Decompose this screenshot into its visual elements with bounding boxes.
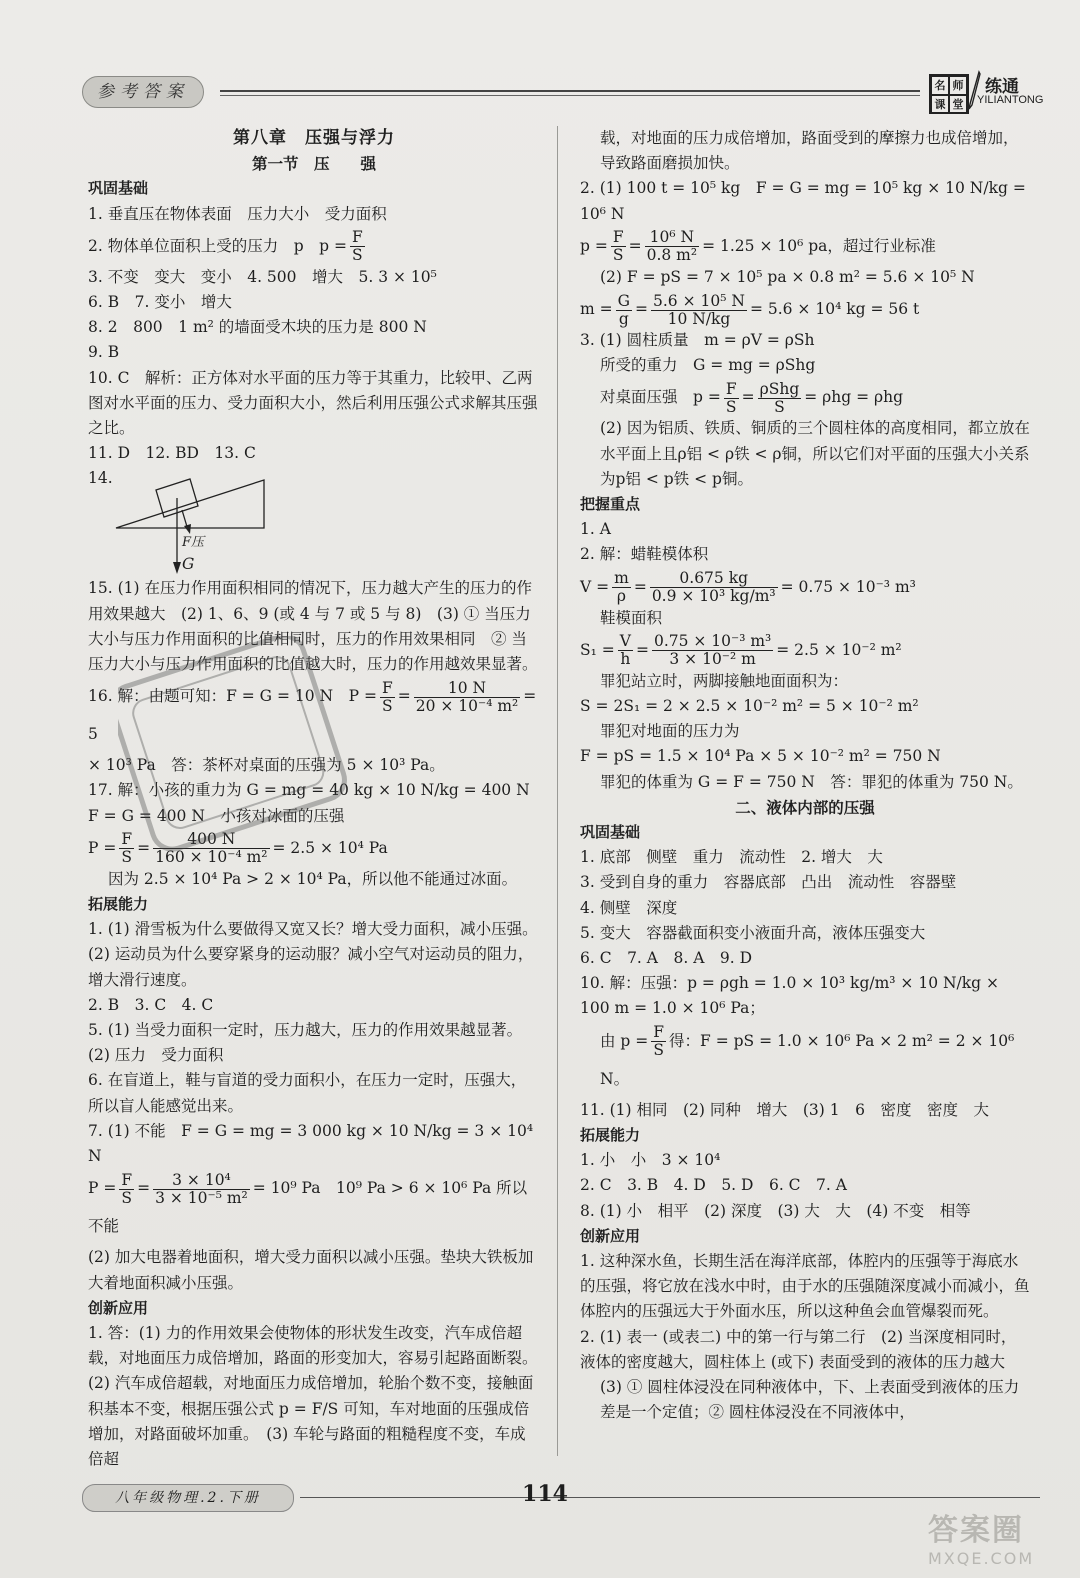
answer-line: 2. (1) 100 t = 10⁵ kg F = G = mg = 10⁵ kg × 10 N/kg = 10⁶ N <box>580 179 1026 223</box>
section-heading: 创新应用 <box>88 1298 149 1317</box>
numerator: G <box>617 291 631 310</box>
numerator: 3 × 10⁴ <box>153 1172 250 1190</box>
answer-line: 6. C 7. A 8. A 9. D <box>580 949 753 968</box>
watermark-url: MXQE.COM <box>928 1549 1035 1568</box>
fraction <box>612 570 631 605</box>
force-label: F压 <box>182 535 205 551</box>
numerator: F <box>725 379 737 398</box>
answer-line: 因为 2.5 × 10⁴ Pa > 2 × 10⁴ Pa，所以他不能通过冰面。 <box>108 869 518 888</box>
denominator: S <box>121 1188 133 1207</box>
denominator: S <box>725 397 737 416</box>
denominator: ρ <box>616 587 627 606</box>
answer-line: P = $\frac{F}{S}$ = $\frac{400 N}{\text{160 × 10⁻⁴ m²}}$ = 2.5 × 10⁴ Pa <box>88 830 388 867</box>
numerator: 10⁶ N <box>645 229 700 247</box>
answer-text: S₁ = <box>580 640 615 659</box>
answer-line: S₁ = $\frac{V}{h}$ = $\frac{\text{0.75 × 10⁻³ m³}}{\text{3 × 10⁻² m}}$ = 2.5 × 10⁻² m² <box>580 632 902 669</box>
answer-line: 10. 解：压强：p = ρgh = 1.0 × 10³ kg/m³ × 10 N/kg × 100 m = 1.0 × 10⁶ Pa； <box>580 974 1000 1018</box>
answer-line: 罪犯对地面的压力为 <box>600 722 740 741</box>
section-heading: 巩固基础 <box>580 823 641 842</box>
fraction <box>119 1172 134 1207</box>
answer-line <box>580 1022 1030 1098</box>
answer-line: 5. 变大 容器截面积变小液面升高，液体压强变大 <box>580 923 926 942</box>
answer-text: = 1.25 × 10⁶ pa，超过行业标准 <box>702 236 936 255</box>
section-heading: 把握重点 <box>580 495 641 514</box>
fraction <box>650 570 778 605</box>
answer-text: V = <box>580 577 610 596</box>
force-diagram <box>114 470 314 580</box>
fraction <box>652 633 773 668</box>
answer-line: × 10³ Pa 答：茶杯对桌面的压强为 5 × 10³ Pa。 <box>88 756 445 775</box>
answer-line: 2. (1) 表一 (或表二) 中的第一行与第二行 (2) 当深度相同时，液体的密度越大，圆柱体上 (或下) 表面受到的液体的压力越大 <box>580 1327 1017 1371</box>
numerator: F <box>351 228 363 247</box>
answer-line: 8. 2 800 1 m² 的墙面受木块的压力是 800 N <box>88 318 427 337</box>
answer-line: (2) 因为铝质、铁质、铜质的三个圆柱体的高度相同，都立放在水平面上且ρ铝 < ρ铁 < ρ铜，所以它们对平面的压强大小关系为p铝 < p铁 < p铜。 <box>600 419 1030 488</box>
right-column <box>580 126 1030 1425</box>
answer-text: P = <box>88 838 117 857</box>
watermark-logo <box>928 1505 1068 1575</box>
answer-line: 6. B 7. 变小 增大 <box>88 293 232 312</box>
answer-line: 2. 解：蜡鞋模体积 <box>580 545 709 564</box>
fraction <box>651 1024 666 1059</box>
logo-cell: 堂 <box>949 95 967 114</box>
answer-line: 4. 侧壁 深度 <box>580 898 678 917</box>
section-title: 第一节 压 强 <box>251 154 376 174</box>
answer-key-badge: 参考答案 <box>82 76 204 108</box>
answer-line: 罪犯的体重为 G = F = 750 N 答：罪犯的体重为 750 N。 <box>600 772 1023 791</box>
answer-line: 3. (1) 圆柱质量 m = ρV = ρSh <box>580 331 815 350</box>
fraction <box>414 680 521 715</box>
answer-line: 9. B <box>88 343 120 362</box>
denominator: S <box>352 246 363 265</box>
answer-line: 3. 不变 变大 变小 4. 500 增大 5. 3 × 10⁵ <box>88 267 437 286</box>
answer-text: 2. 物体单位面积上受的压力 p p = <box>88 236 347 255</box>
logo-cell: 名 <box>931 76 949 95</box>
logo-cell: 师 <box>949 76 967 95</box>
answer-text: = 10⁹ Pa 10⁹ Pa > 6 × 10⁶ Pa 所以不能 <box>88 1179 528 1236</box>
answer-line: 2. C 3. B 4. D 5. D 6. C 7. A <box>580 1176 847 1195</box>
denominator: 3 × 10⁻⁵ m² <box>155 1188 248 1207</box>
watermark-text: 答案圈 <box>928 1513 1024 1548</box>
answer-text: = 2.5 × 10⁴ Pa <box>272 838 388 857</box>
denominator: 0.8 m² <box>646 246 698 265</box>
answer-line: (2) 加大电器着地面积，增大受力面积以减小压强。垫块大铁板加大着地面积减小压强。 <box>88 1248 534 1292</box>
answer-line: p = $\frac{F}{S}$ = $\frac{\text{10⁶ N}}{\text{0.8 m²}}$ = 1.25 × 10⁶ pa，超过行业标准 <box>580 228 936 265</box>
denominator: S <box>653 1041 664 1060</box>
fraction <box>724 381 739 416</box>
numerator: F <box>121 830 133 849</box>
answer-line: S = 2S₁ = 2 × 2.5 × 10⁻² m² = 5 × 10⁻² m² <box>580 697 919 716</box>
answer-line: 所受的重力 G = mg = ρShg <box>600 356 816 375</box>
denominator: 3 × 10⁻² m <box>669 650 756 669</box>
numerator: ρShg <box>759 379 800 398</box>
header-rule <box>220 90 920 92</box>
denominator: 20 × 10⁻⁴ m² <box>415 696 519 715</box>
denominator: S <box>121 848 133 867</box>
answer-line: 1. A <box>580 520 611 539</box>
answer-line: 8. (1) 小 相平 (2) 深度 (3) 大 大 (4) 不变 相等 <box>580 1201 971 1220</box>
numerator: 10 N <box>414 680 521 698</box>
numerator: F <box>653 1023 665 1042</box>
header-rule-thin <box>220 95 920 96</box>
page-number: 114 <box>522 1481 568 1507</box>
numerator: F <box>612 228 624 247</box>
answer-line: m = $\frac{G}{g}$ = $\frac{\text{5.6 × 10⁵ N}}{10 N/kg}$ = 5.6 × 10⁴ kg = 56 t <box>580 291 920 328</box>
numerator: 400 N <box>153 831 269 849</box>
answer-line: 11. (1) 相同 (2) 同种 增大 (3) 1 6 密度 密度 大 <box>580 1100 989 1119</box>
answer-line: 7. (1) 不能 F = G = mg = 3 000 kg × 10 N/kg = 3 × 10⁴ N <box>88 1121 534 1166</box>
fraction <box>611 229 626 264</box>
numerator: m <box>614 569 629 588</box>
answer-line <box>88 227 540 265</box>
denominator: S <box>612 246 624 265</box>
answer-line: V = $\frac{m}{\rho}$ = $\frac{0.675 kg}{\text{0.9 × 10³ kg/m³}}$ = 0.75 × 10⁻³ m³ <box>580 569 916 606</box>
incline-figure <box>88 466 540 576</box>
answer-line: 3. 受到自身的重力 容器底部 凸出 流动性 容器壁 <box>580 873 957 892</box>
answer-line: 15. (1) 在压力作用面积相同的情况下，压力越大产生的压力的作用效果越大 (2) 1、6、9 (或 4 与 7 或 5 与 8) (3) ① 当压力大小与压力作用面积的比值相同时，压力的作用效果相同 ② 当压力大小与压力作用面积的比值越大时，压力的作用越效果显著。 <box>88 579 538 674</box>
answer-text: 16. 解：由题可知：F = G = 10 N P = <box>88 687 377 706</box>
answer-text: 由 p = <box>600 1031 649 1050</box>
answer-text: = 5.6 × 10⁴ kg = 56 t <box>749 300 920 319</box>
answer-number: 14. <box>88 469 113 488</box>
answer-line: 1. 小 小 3 × 10⁴ <box>580 1151 721 1170</box>
fraction <box>380 680 395 715</box>
footer-grade-label: 八年级物理.2.下册 <box>82 1484 294 1512</box>
answer-line: F = G = 400 N 小孩对冰面的压强 <box>88 806 345 825</box>
answer-line: 1. (1) 滑雪板为什么要做得又宽又长？增大受力面积，减小压强。 (2) 运动员为什么要穿紧身的运动服？减小空气对运动员的阻力，增大滑行速度。 <box>88 920 546 989</box>
footer-rule <box>600 1497 1040 1498</box>
fraction <box>618 633 633 668</box>
answer-text: P = <box>88 1179 117 1198</box>
answer-line: 1. 这种深水鱼，长期生活在海洋底部，体腔内的压强等于海底水的压强，将它放在浅水中时，由于水的压强随深度减小而减小，鱼体腔内的压强远大于外面水压，所以这种鱼会血管爆裂而死。 <box>580 1251 1030 1321</box>
logo-subtitle: YILIANTONG <box>977 94 1044 106</box>
answer-line: 10. C 解析：正方体对水平面的压力等于其重力，比较甲、乙两图对水平面的压力、受力面积大小，然后利用压强公式求解其压强之比。 <box>88 368 538 438</box>
denominator: 160 × 10⁻⁴ m² <box>155 848 268 867</box>
fraction <box>350 229 365 264</box>
page-header <box>70 72 1045 112</box>
denominator: S <box>382 696 393 715</box>
answer-line: 6. 在盲道上，鞋与盲道的受力面积小，在压力一定时，压强大，所以盲人能感觉出来。 <box>88 1071 527 1115</box>
numerator: F <box>121 1170 133 1189</box>
answer-text: p = <box>580 236 608 255</box>
answer-line: 鞋模面积 <box>600 608 663 627</box>
numerator: F <box>381 678 393 697</box>
numerator: V <box>619 632 631 651</box>
answer-line: 载，对地面的压力成倍增加，路面受到的摩擦力也成倍增加，导致路面磨损加快。 <box>600 129 1019 173</box>
denominator: S <box>774 397 785 416</box>
fraction <box>645 229 700 264</box>
denominator: 10 N/kg <box>667 309 731 328</box>
numerator: 5.6 × 10⁵ N <box>653 291 745 310</box>
section-heading: 巩固基础 <box>88 179 149 198</box>
answer-text: = 5 <box>88 687 537 744</box>
denominator: 0.9 × 10³ kg/m³ <box>651 587 776 606</box>
answer-line: (2) F = pS = 7 × 10⁵ pa × 0.8 m² = 5.6 × 10⁵ N <box>600 267 975 286</box>
answer-line: 1. 答：(1) 力的作用效果会使物体的形状发生改变，汽车成倍超载，对地面压力成倍增加，路面的形变加大，容易引起路面断裂。 (2) 汽车成倍超载，对地面压力成倍增加，轮胎个数不变，接触面积基本不变，根据压强公式 p = F/S 可知，车对地面的压强成倍增加，对路面破坏加重。 (3) 车轮与路面的粗糙程度不变，车成倍超 <box>88 1323 546 1468</box>
numerator: 0.75 × 10⁻³ m³ <box>653 632 772 651</box>
answer-line: 对桌面压强 p = $\frac{F}{S}$ = $\frac{\text{ρShg}}{S}$ = ρhg = ρhg <box>600 379 904 416</box>
fraction <box>651 293 747 328</box>
answer-text: = 2.5 × 10⁻² m² <box>776 640 902 659</box>
logo-cell: 课 <box>931 95 949 114</box>
ink-stamp-icon <box>118 636 348 856</box>
section-title: 二、液体内部的压强 <box>735 797 875 817</box>
fraction <box>153 1172 250 1207</box>
fraction <box>616 293 632 328</box>
chapter-title: 第八章 压强与浮力 <box>233 128 395 148</box>
answer-line: 1. 垂直压在物体表面 压力大小 受力面积 <box>88 204 387 223</box>
logo-grid <box>929 74 969 114</box>
section-heading: 创新应用 <box>580 1226 641 1245</box>
answer-line: 17. 解：小孩的重力为 G = mg = 40 kg × 10 N/kg = 400 N <box>88 781 530 800</box>
answer-line: 1. 底部 侧壁 重力 流动性 2. 增大 大 <box>580 848 883 867</box>
answer-text: 对桌面压强 p = <box>600 388 721 407</box>
answer-line: 2. B 3. C 4. C <box>88 995 214 1014</box>
publisher-logo <box>923 70 1045 114</box>
answer-text: m = <box>580 300 613 319</box>
section-heading: 拓展能力 <box>580 1125 641 1144</box>
answer-line: 11. D 12. BD 13. C <box>88 444 256 463</box>
answer-line: F = pS = 1.5 × 10⁴ Pa × 5 × 10⁻² m² = 750 N <box>580 747 941 766</box>
answer-line: 罪犯站立时，两脚接触地面面积为： <box>600 671 849 690</box>
answer-text: = 0.75 × 10⁻³ m³ <box>780 577 916 596</box>
column-divider <box>557 126 558 1456</box>
logo-name: 练通 <box>985 77 1019 97</box>
section-heading: 拓展能力 <box>88 895 149 914</box>
answer-text: = ρhg = ρhg <box>804 388 904 407</box>
answer-line: (3) ① 圆柱体浸没在同种液体中，下、上表面受到液体的压力差是一个定值；② 圆柱体浸没在不同液体中， <box>600 1377 1020 1422</box>
gravity-label: G <box>182 555 195 574</box>
answer-line: P = $\frac{F}{S}$ = $\frac{\text{3 × 10⁴}}{\text{3 × 10⁻⁵ m²}}$ = 10⁹ Pa 10⁹ Pa > 6 × 10⁶ Pa 所以不能 <box>88 1170 528 1236</box>
answer-text: = <box>397 687 411 706</box>
fraction <box>758 381 802 416</box>
numerator: 0.675 kg <box>650 570 778 588</box>
answer-line: 5. (1) 当受力面积一定时，压力越大，压力的作用效果越显著。 (2) 压力 受力面积 <box>88 1021 530 1065</box>
denominator: g <box>618 309 629 328</box>
answer-text: 得：F = pS = 1.0 × 10⁶ Pa × 2 m² = 2 × 10⁶ N。 <box>600 1031 1015 1088</box>
denominator: h <box>620 650 631 669</box>
